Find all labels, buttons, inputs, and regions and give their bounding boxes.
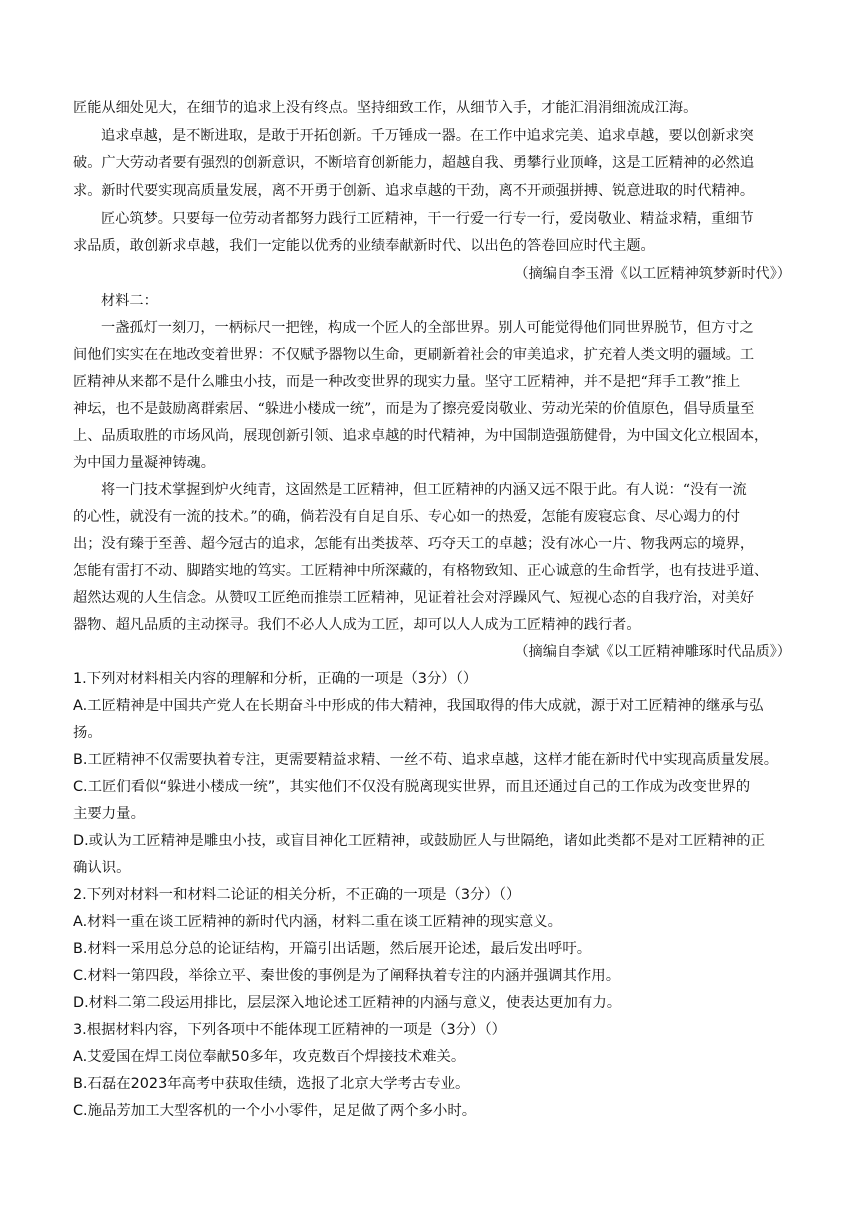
- text-line: 匠精神从来都不是什么雕虫小技，而是一种改变世界的现实力量。坚守工匠精神，并不是把“拜手工教”推上: [73, 374, 741, 390]
- text-line: 超然达观的人生信念。从赞叹工匠绝而推崇工匠精神，见证着社会对浮躁风气、短视心态的自我疗治，对美好: [73, 590, 755, 606]
- question-2: 2.下列对材料一和材料二论证的相关分析，不正确的一项是（3分）（）: [73, 887, 521, 903]
- question-3: 3.根据材料内容，下列各项中不能体现工匠精神的一项是（3分）（）: [73, 1022, 507, 1038]
- text-line: 求。新时代要实现高质量发展，离不开勇于创新、追求卓越的干劲，离不开顽强拼搏、锐意进取的时代精神。: [73, 183, 755, 199]
- question-1-option-b: B.工匠精神不仅需要执着专注，更需要精益求精、一丝不苟、追求卓越，这样才能在新时代中实现高质量发展。: [73, 752, 779, 768]
- question-2-option-b: B.材料一采用总分总的论证结构，开篇引出话题，然后展开论述，最后发出呼吁。: [73, 941, 592, 957]
- text-line: 的心性，就没有一流的技术。”的确，倘若没有自足自乐、专心如一的热爱，怎能有废寝忘食、尽心竭力的付: [73, 509, 740, 525]
- question-1: 1.下列对材料相关内容的理解和分析，正确的一项是（3分）（）: [73, 671, 478, 687]
- paragraph-start: 追求卓越，是不断进取，是敢于开拓创新。千万锤成一器。在工作中追求完美、追求卓越，要以创新求突: [101, 128, 754, 144]
- paragraph-start: 匠心筑梦。只要每一位劳动者都努力践行工匠精神，干一行爱一行专一行，爱岗敬业、精益求精，重细节: [101, 211, 754, 227]
- question-3-option-c: C.施品芳加工大型客机的一个小小零件，足足做了两个多小时。: [73, 1103, 477, 1119]
- text-line: 器物、超凡品质的主动探寻。我们不必人人成为工匠，却可以人人成为工匠精神的践行者。: [73, 617, 641, 633]
- question-1-option-c-cont: 主要力量。: [73, 806, 145, 822]
- paragraph-start: 一盏孤灯一刻刀，一柄标尺一把锉，构成一个匠人的全部世界。别人可能觉得他们同世界脱节，但方寸之: [101, 320, 754, 336]
- text-line: 出；没有臻于至善、超今冠古的追求，怎能有出类拔萃、巧夺天工的卓越；没有冰心一片、物我两忘的境界，: [73, 536, 755, 552]
- text-line: 求品质，敢创新求卓越，我们一定能以优秀的业绩奉献新时代、以出色的答卷回应时代主题。: [73, 238, 655, 254]
- text-line: 神坛，也不是鼓励离群索居、“躲进小楼成一统”，而是为了擦亮爱岗敬业、劳动光荣的价值原色，倡导质量至: [73, 401, 755, 417]
- question-1-option-c: C.工匠们看似“躲进小楼成一统”，其实他们不仅没有脱离现实世界，而且还通过自己的工作成为改变世界的: [73, 779, 751, 795]
- question-1-option-a: A.工匠精神是中国共产党人在长期奋斗中形成的伟大精神，我国取得的伟大成就，源于对工匠精神的继承与弘: [73, 698, 764, 714]
- paragraph-start: 将一门技术掌握到炉火纯青，这固然是工匠精神，但工匠精神的内涵又远不限于此。有人说：“没有一流: [101, 482, 747, 498]
- text-line: 上、品质取胜的市场风尚，展现创新引领、追求卓越的时代精神，为中国制造强筋健骨，为中国文化立根固本，: [73, 428, 769, 444]
- question-1-option-d-cont: 确认识。: [73, 860, 131, 876]
- source-citation: （摘编自李斌《以工匠精神雕琢时代品质》）: [514, 644, 791, 660]
- text-line: 破。广大劳动者要有强烈的创新意识，不断培育创新能力，超越自我、勇攀行业顶峰，这是工匠精神的必然追: [73, 155, 755, 171]
- question-1-option-a-cont: 扬。: [73, 725, 102, 741]
- text-line: 匠能从细处见大，在细节的追求上没有终点。坚持细致工作，从细节入手，才能汇涓涓细流成江海。: [73, 100, 698, 116]
- section-heading: 材料二：: [101, 293, 158, 309]
- source-citation: （摘编自李玉滑《以工匠精神筑梦新时代》）: [514, 266, 791, 282]
- question-3-option-b: B.石磊在2023年高考中获取佳绩，选报了北京大学考古专业。: [73, 1076, 470, 1092]
- text-line: 为中国力量凝神铸魂。: [73, 455, 215, 471]
- question-2-option-d: D.材料二第二段运用排比，层层深入地论述工匠精神的内涵与意义，使表达更加有力。: [73, 995, 622, 1011]
- question-2-option-a: A.材料一重在谈工匠精神的新时代内涵，材料二重在谈工匠精神的现实意义。: [73, 914, 563, 930]
- question-1-option-d: D.或认为工匠精神是雕虫小技，或盲目神化工匠精神，或鼓励匠人与世隔绝，诸如此类都不是对工匠精神的正: [73, 833, 766, 849]
- text-line: 间他们实实在在地改变着世界：不仅赋予器物以生命，更刷新着社会的审美追求，扩充着人类文明的疆域。工: [73, 347, 755, 363]
- text-line: 怎能有雷打不动、脚踏实地的笃实。工匠精神中所深藏的，有格物致知、正心诚意的生命哲学，也有技进乎道、: [73, 563, 769, 579]
- question-2-option-c: C.材料一第四段，举徐立平、秦世俊的事例是为了阐释执着专注的内涵并强调其作用。: [73, 968, 621, 984]
- question-3-option-a: A.艾爱国在焊工岗位奉献50多年，攻克数百个焊接技术难关。: [73, 1049, 466, 1065]
